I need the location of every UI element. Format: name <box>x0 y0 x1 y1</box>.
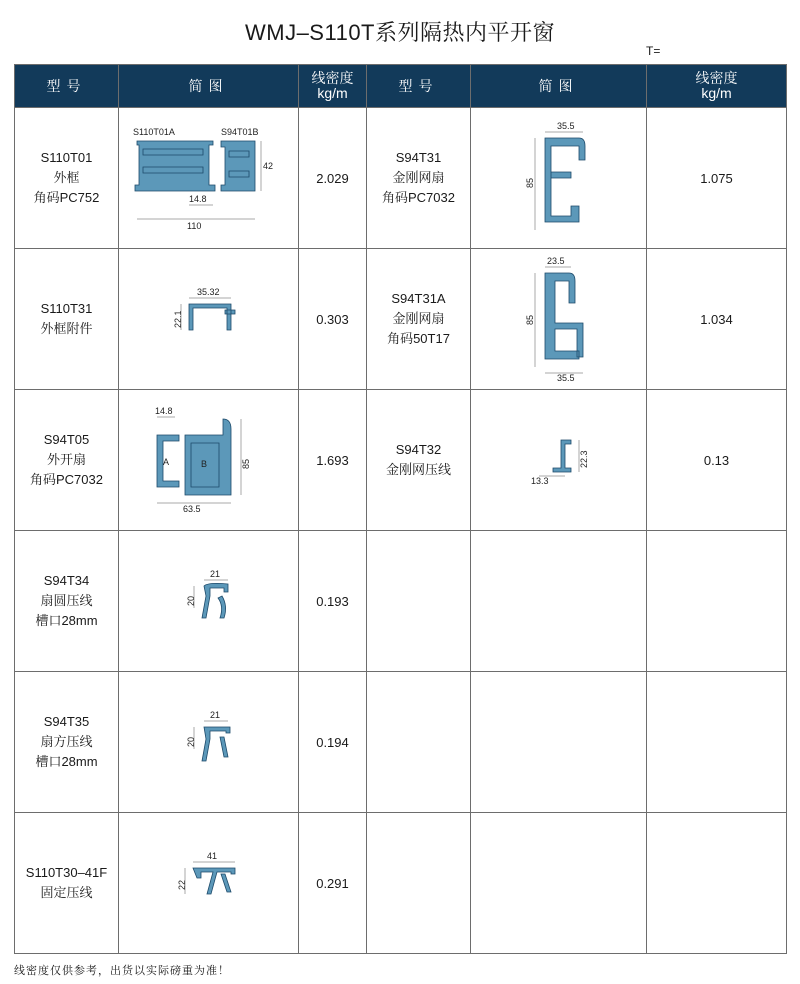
empty-cell <box>471 672 647 813</box>
empty-cell <box>367 531 471 672</box>
model-cell <box>367 390 471 531</box>
model-code: S94T31 <box>395 150 442 165</box>
density-value: 1.034 <box>647 249 787 390</box>
dim-label: 85 <box>524 177 535 188</box>
header-figure-2: 简图 <box>471 65 647 108</box>
density-value: 0.13 <box>647 390 787 531</box>
dim-label: 41 <box>206 851 217 861</box>
profile-figure <box>119 108 299 249</box>
header-density-title-2: 线密度 <box>695 70 738 86</box>
profile-drawing-s94t05 <box>149 405 269 515</box>
profile-figure <box>119 813 299 954</box>
profile-figure <box>119 249 299 390</box>
header-density <box>299 65 367 108</box>
model-name: 外框附件 <box>40 321 93 336</box>
model-extra: 角码PC752 <box>33 190 100 205</box>
table-row <box>15 813 787 954</box>
profile-drawing-s94t35 <box>164 707 254 777</box>
model-cell <box>15 813 119 954</box>
density-value: 0.303 <box>299 249 367 390</box>
model-code: S94T05 <box>43 432 90 447</box>
dim-label: 22 <box>176 879 187 890</box>
model-code: S110T01 <box>40 150 93 165</box>
empty-cell <box>647 813 787 954</box>
empty-cell <box>471 531 647 672</box>
dim-label: 23.5 <box>546 256 565 266</box>
profile-drawing-s94t31a <box>499 255 619 383</box>
table-row <box>15 390 787 531</box>
profile-shape <box>545 273 583 359</box>
dim-label: 85 <box>240 458 251 469</box>
dim-label: 21 <box>209 710 220 720</box>
dim-label: B <box>200 459 207 469</box>
density-value: 2.029 <box>299 108 367 249</box>
profile-shape <box>202 583 228 618</box>
dim-label: A <box>162 457 169 467</box>
header-model: 型号 <box>15 65 119 108</box>
profile-shape <box>545 138 585 222</box>
dim-label: 20 <box>185 595 196 606</box>
empty-cell <box>647 531 787 672</box>
model-code: S94T34 <box>43 573 90 588</box>
dim-label: S94T01B <box>220 127 259 137</box>
profile-figure <box>119 390 299 531</box>
model-cell <box>15 108 119 249</box>
footnote: 线密度仅供参考，出货以实际磅重为准！ <box>14 965 230 977</box>
model-name: 扇方压线 <box>40 734 93 749</box>
header-density-unit-2: kg/m <box>701 85 732 101</box>
profile-shape <box>189 304 235 330</box>
model-extra: 角码PC7032 <box>382 190 455 205</box>
density-value: 1.693 <box>299 390 367 531</box>
model-code: S110T31 <box>40 301 93 316</box>
empty-cell <box>367 672 471 813</box>
model-extra: 角码PC7032 <box>30 472 103 487</box>
model-name: 金刚网压线 <box>385 462 451 477</box>
model-name: 外开扇 <box>46 452 86 467</box>
empty-cell <box>471 813 647 954</box>
profile-drawing-s94t34 <box>164 566 254 636</box>
empty-cell <box>367 813 471 954</box>
dim-label: 35.5 <box>556 373 575 383</box>
profile-shape <box>202 727 230 761</box>
header-model-2: 型号 <box>367 65 471 108</box>
table-row <box>15 531 787 672</box>
profile-drawing-s94t31 <box>499 118 619 238</box>
dim-label: 14.8 <box>188 194 207 204</box>
model-code: S94T35 <box>43 714 90 729</box>
page-title: WMJ–S110T系列隔热内平开窗 <box>244 20 555 45</box>
dim-label: 63.5 <box>182 504 201 514</box>
model-code: S94T32 <box>395 442 442 457</box>
model-cell <box>367 249 471 390</box>
model-name: 金刚网扇 <box>392 170 445 185</box>
empty-cell <box>647 672 787 813</box>
profile-shape <box>553 440 571 472</box>
dim-label: S110T01A <box>132 127 175 137</box>
dim-label: 85 <box>524 314 535 325</box>
dim-label: 14.8 <box>154 406 173 416</box>
dim-label: 35.32 <box>196 287 220 297</box>
model-extra: 角码50T17 <box>387 331 450 346</box>
model-code: S110T30–41F <box>25 865 108 880</box>
profile-drawing-s110t30 <box>159 848 259 918</box>
model-code: S94T31A <box>391 291 446 306</box>
dim-label: 110 <box>186 221 201 231</box>
model-extra: 槽口28mm <box>35 613 98 628</box>
profile-figure <box>471 390 647 531</box>
dim-label: 35.5 <box>556 121 575 131</box>
header-figure: 简图 <box>119 65 299 108</box>
profile-figure <box>471 249 647 390</box>
model-cell <box>15 249 119 390</box>
density-value: 0.291 <box>299 813 367 954</box>
header-row <box>15 65 787 108</box>
dim-label: 22.1 <box>172 310 183 328</box>
table-row <box>15 249 787 390</box>
model-name: 外框 <box>53 170 80 185</box>
model-cell <box>15 531 119 672</box>
model-name: 金刚网扇 <box>392 311 445 326</box>
profile-figure <box>119 531 299 672</box>
profile-shape <box>135 141 215 191</box>
profile-shape <box>193 868 235 894</box>
thickness-label: T= <box>646 44 661 58</box>
dim-label: 21 <box>209 569 220 579</box>
profile-drawing-s94t32 <box>509 430 609 490</box>
dim-label: 13.3 <box>530 476 549 486</box>
profile-drawing-s110t01 <box>129 123 289 233</box>
model-extra: 槽口28mm <box>35 754 98 769</box>
density-value: 0.193 <box>299 531 367 672</box>
density-value: 1.075 <box>647 108 787 249</box>
header-density-title: 线密度 <box>311 70 354 86</box>
model-cell <box>15 672 119 813</box>
model-cell <box>15 390 119 531</box>
model-cell <box>367 108 471 249</box>
profile-figure <box>471 108 647 249</box>
profile-figure <box>119 672 299 813</box>
dim-label: 20 <box>185 736 196 747</box>
density-value: 0.194 <box>299 672 367 813</box>
model-name: 扇圆压线 <box>40 593 93 608</box>
profile-shape <box>185 419 231 495</box>
table-row <box>15 672 787 813</box>
header-density-unit: kg/m <box>317 85 348 101</box>
model-name: 固定压线 <box>40 885 93 900</box>
table-row <box>15 108 787 249</box>
spec-table <box>14 64 787 954</box>
dim-label: 22.3 <box>578 450 589 468</box>
dim-label: 42 <box>262 161 273 171</box>
profile-shape <box>221 141 255 191</box>
header-density-2 <box>647 65 787 108</box>
profile-drawing-s110t31 <box>159 284 259 354</box>
